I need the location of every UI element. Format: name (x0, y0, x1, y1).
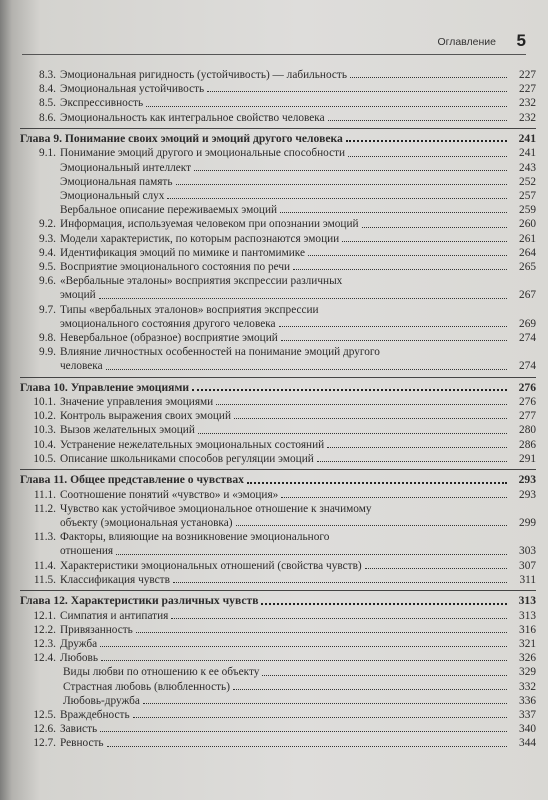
dot-leader (173, 582, 507, 583)
entry-number (20, 161, 60, 175)
dot-leader (365, 568, 507, 569)
toc-entry (20, 530, 536, 558)
page-ref: 313 (518, 594, 536, 607)
entry-title-line2: объекту (эмоциональная установка) (60, 516, 233, 529)
entry-body (60, 423, 536, 437)
toc-entry (20, 502, 536, 530)
entry-body (60, 665, 536, 679)
entry-title: Эмоциональный интеллект (60, 161, 192, 174)
entry-body (60, 274, 536, 302)
dot-leader (106, 369, 507, 370)
page-ref: 269 (519, 317, 536, 330)
page-ref: 241 (519, 147, 536, 160)
entry-number (20, 203, 60, 217)
entry-number: 11.3. (33, 531, 56, 544)
dot-leader (233, 689, 507, 690)
toc-entry (20, 423, 536, 437)
entry-body (60, 637, 536, 651)
dot-leader (350, 77, 507, 78)
toc-subentry (20, 665, 536, 679)
toc-entry (20, 217, 536, 231)
page-ref: 267 (519, 289, 536, 302)
page-ref: 274 (519, 331, 536, 344)
entry-body (60, 502, 536, 530)
dot-leader (136, 632, 507, 633)
dot-leader (100, 646, 507, 647)
dot-leader (99, 298, 507, 299)
entry-title: Вербальное описание переживаемых эмоций (60, 204, 278, 217)
entry-title: Любовь-дружба (63, 694, 140, 707)
entry-title-line1: «Вербальные эталоны» восприятия экспрессии различных (60, 275, 343, 288)
dot-leader (176, 184, 507, 185)
entry-number: 12.6. (33, 723, 56, 736)
page-ref: 243 (519, 161, 536, 174)
toc-entry (20, 111, 536, 125)
toc-entry (20, 623, 536, 637)
toc-entry (20, 246, 536, 260)
entry-title: Дружба (60, 637, 98, 650)
page-ref: 277 (519, 410, 536, 423)
entry-title: Виды любви по отношению к ее объекту (63, 666, 260, 679)
page-ref: 232 (519, 111, 536, 124)
entry-body (60, 331, 536, 345)
entry-number: 12.7. (33, 737, 56, 750)
page-ref: 276 (519, 396, 536, 409)
header-title: Оглавление (437, 36, 496, 48)
chapter-title: Глава 9. Понимание своих эмоций и эмоций другого человека (20, 131, 343, 145)
entry-title: Соотношение понятий «чувство» и «эмоция» (60, 488, 279, 501)
entry-body (60, 161, 536, 175)
page-ref: 329 (519, 666, 536, 679)
entry-body (60, 573, 536, 587)
page-ref: 227 (519, 83, 536, 96)
entry-number: 12.5. (33, 708, 56, 721)
page-ref: 280 (519, 424, 536, 437)
dot-leader (348, 156, 507, 157)
entry-body (60, 395, 536, 409)
page-ref: 340 (519, 723, 536, 736)
entry-number (20, 665, 60, 679)
entry-title: Эмоциональная память (60, 175, 173, 188)
entry-title: Экспрессивность (60, 97, 144, 110)
entry-body (60, 232, 536, 246)
entry-title: Эмоциональная ригидность (устойчивость) — лабильность (60, 69, 347, 81)
chapter-title: Глава 10. Управление эмоциями (20, 380, 190, 394)
dot-leader (100, 731, 507, 732)
toc-subentry (20, 203, 536, 217)
entry-body (60, 736, 536, 750)
entry-number: 8.4. (39, 83, 56, 96)
entry-body (60, 189, 536, 203)
entry-number: 12.3. (33, 637, 56, 650)
entry-title: Эмоциональная устойчивость (60, 83, 205, 96)
dot-leader (146, 106, 507, 107)
entry-number: 10.4. (33, 438, 56, 451)
toc-subentry (20, 189, 536, 203)
entry-number: 11.1. (33, 488, 56, 501)
entry-body (60, 203, 536, 217)
entry-title: Эмоциональность как интегральное свойство человека (60, 111, 325, 124)
entry-title-line2: эмоционального состояния другого человека (60, 317, 276, 330)
entry-number: 9.6. (39, 275, 56, 288)
entry-body (60, 488, 536, 502)
page-ref: 307 (519, 559, 536, 572)
dot-leader (342, 241, 507, 242)
dot-leader (167, 198, 507, 199)
chapter-title: Глава 11. Общее представление о чувствах (20, 473, 244, 487)
entry-number (20, 680, 60, 694)
entry-number: 9.3. (39, 232, 56, 245)
page-ref: 344 (519, 737, 536, 750)
entry-number (20, 694, 60, 708)
page-ref: 299 (519, 516, 536, 529)
entry-title: Понимание эмоций другого и эмоциональные способности (60, 147, 346, 160)
toc-entry (20, 232, 536, 246)
entry-number: 11.2. (33, 502, 56, 515)
toc-chapter (20, 469, 536, 488)
entry-number: 10.3. (33, 424, 56, 437)
entry-number: 12.1. (33, 609, 56, 622)
toc-entry (20, 573, 536, 587)
toc-subentry (20, 680, 536, 694)
page-ref: 313 (519, 609, 536, 622)
entry-line2 (60, 288, 536, 302)
entry-body (60, 708, 536, 722)
dot-leader (261, 603, 507, 605)
entry-body (60, 609, 536, 623)
entry-line2 (60, 359, 536, 373)
toc-entry (20, 452, 536, 466)
toc-entry (20, 303, 536, 331)
toc-entry (20, 260, 536, 274)
dot-leader (262, 675, 507, 676)
toc-entry (20, 722, 536, 736)
entry-number: 10.5. (33, 452, 56, 465)
entry-body (60, 623, 536, 637)
page-ref: 257 (519, 189, 536, 202)
entry-title: Устранение нежелательных эмоциональных состояний (60, 438, 325, 451)
toc-entry (20, 409, 536, 423)
dot-leader (281, 340, 507, 341)
entry-title-line1: Чувство как устойчивое эмоциональное отношение к значимому (60, 502, 372, 515)
entry-body (60, 146, 536, 160)
entry-title: Эмоциональный слух (60, 189, 165, 202)
chapter-title: Глава 12. Характеристики различных чувств (20, 594, 259, 607)
page-header (22, 32, 526, 55)
entry-title: Привязанность (60, 623, 133, 636)
entry-body (60, 175, 536, 189)
entry-body (60, 694, 536, 708)
entry-title: Страстная любовь (влюбленность) (63, 680, 230, 693)
entry-line2 (60, 544, 536, 558)
page-ref: 286 (519, 438, 536, 451)
entry-number: 9.5. (39, 260, 56, 273)
dot-leader (247, 482, 507, 484)
entry-title: Значение управления эмоциями (60, 396, 214, 409)
entry-number: 11.5. (33, 573, 56, 586)
toc-entry (20, 146, 536, 160)
toc-entry (20, 488, 536, 502)
dot-leader (133, 717, 507, 718)
entry-title-line1: Факторы, влияющие на возникновение эмоционального (60, 531, 330, 544)
page-ref: 316 (519, 623, 536, 636)
entry-title-line1: Типы «вербальных эталонов» восприятия экспрессии (60, 303, 319, 316)
toc-subentry (20, 161, 536, 175)
entry-title: Информация, используемая человеком при опознании эмоций (60, 218, 359, 231)
entry-title: Модели характеристик, по которым распознаются эмоции (60, 232, 340, 245)
entry-number: 9.8. (39, 331, 56, 344)
page-ref: 260 (519, 218, 536, 231)
dot-leader (171, 618, 507, 619)
entry-title-line2: человека (60, 360, 103, 373)
entry-title: Невербальное (образное) восприятие эмоций (60, 331, 278, 344)
entry-number: 12.2. (33, 623, 56, 636)
toc-chapter (20, 590, 536, 609)
entry-title-line2: эмоций (60, 289, 96, 302)
page-ref: 259 (519, 204, 536, 217)
entry-body (60, 438, 536, 452)
page-ref: 252 (519, 175, 536, 188)
entry-body (60, 246, 536, 260)
page-ref: 336 (519, 694, 536, 707)
toc-entry (20, 96, 536, 110)
entry-body (60, 303, 536, 331)
entry-title-line1: Влияние личностных особенностей на понимание эмоций другого (60, 346, 380, 359)
page-ref: 291 (519, 452, 536, 465)
dot-leader (362, 227, 507, 228)
entry-title: Зависть (60, 723, 98, 736)
entry-title: Ревность (60, 737, 104, 750)
entry-body (60, 530, 536, 558)
entry-body (60, 96, 536, 110)
entry-body (60, 559, 536, 573)
page-ref: 241 (518, 131, 536, 145)
entry-number: 12.4. (33, 652, 56, 665)
entry-body (60, 345, 536, 373)
dot-leader (281, 497, 507, 498)
page-ref: 276 (518, 380, 536, 394)
entry-body (60, 722, 536, 736)
toc-entry (20, 395, 536, 409)
dot-leader (207, 91, 507, 92)
toc-entry (20, 82, 536, 96)
entry-number: 9.7. (39, 303, 56, 316)
dot-leader (143, 703, 507, 704)
toc-entry (20, 345, 536, 373)
entry-number: 8.6. (39, 111, 56, 124)
dot-leader (327, 447, 507, 448)
toc-entry (20, 331, 536, 345)
toc-subentry (20, 175, 536, 189)
dot-leader (194, 170, 507, 171)
entry-body (60, 111, 536, 125)
page-ref: 332 (519, 680, 536, 693)
dot-leader (116, 554, 507, 555)
dot-leader (317, 461, 507, 462)
dot-leader (293, 269, 507, 270)
entry-body (60, 217, 536, 231)
page-ref: 261 (519, 232, 536, 245)
dot-leader (280, 212, 507, 213)
entry-number (20, 175, 60, 189)
entry-body (60, 82, 536, 96)
page-ref: 321 (519, 637, 536, 650)
page-ref: 337 (519, 708, 536, 721)
toc-entry (20, 651, 536, 665)
entry-number: 10.2. (33, 410, 56, 423)
page-ref: 227 (519, 69, 536, 81)
dot-leader (216, 404, 507, 405)
entry-body (60, 260, 536, 274)
entry-title: Идентификация эмоций по мимике и пантомимике (60, 246, 306, 259)
entry-title: Классификация чувств (60, 573, 170, 586)
toc-entry (20, 736, 536, 750)
dot-leader (328, 120, 507, 121)
page-ref: 311 (519, 573, 536, 586)
entry-number (20, 189, 60, 203)
dot-leader (308, 255, 507, 256)
table-of-contents (20, 68, 536, 751)
entry-number: 8.3. (39, 69, 56, 81)
toc-chapter (20, 128, 536, 147)
dot-leader (346, 140, 507, 142)
entry-body (60, 680, 536, 694)
entry-line2 (60, 516, 536, 530)
entry-number: 8.5. (39, 97, 56, 110)
dot-leader (279, 326, 507, 327)
entry-body (60, 651, 536, 665)
page-ref: 264 (519, 246, 536, 259)
page-ref: 265 (519, 260, 536, 273)
entry-number: 9.9. (39, 346, 56, 359)
entry-body (60, 68, 536, 82)
entry-body (60, 409, 536, 423)
entry-number: 9.1. (39, 147, 56, 160)
entry-title: Характеристики эмоциональных отношений (свойства чувств) (60, 559, 362, 572)
dot-leader (107, 746, 507, 747)
entry-title: Восприятие эмоционального состояния по речи (60, 260, 291, 273)
page-ref: 293 (519, 488, 536, 501)
entry-title: Контроль выражения своих эмоций (60, 410, 231, 423)
entry-number: 9.4. (39, 246, 56, 259)
toc-chapter (20, 377, 536, 396)
page-ref: 326 (519, 652, 536, 665)
entry-number: 9.2. (39, 218, 56, 231)
entry-title: Симпатия и антипатия (60, 609, 169, 622)
entry-number: 11.4. (33, 559, 56, 572)
dot-leader (192, 389, 507, 391)
page-ref: 232 (519, 97, 536, 110)
entry-title: Враждебность (60, 708, 130, 721)
toc-subentry (20, 694, 536, 708)
toc-entry (20, 637, 536, 651)
toc-entry (20, 438, 536, 452)
dot-leader (236, 525, 507, 526)
entry-number: 10.1. (33, 396, 56, 409)
entry-body (60, 452, 536, 466)
page-ref: 303 (519, 545, 536, 558)
dot-leader (101, 660, 507, 661)
entry-line2 (60, 317, 536, 331)
toc-entry (20, 708, 536, 722)
entry-title: Описание школьниками способов регуляции эмоций (60, 452, 314, 465)
toc-entry (20, 559, 536, 573)
dot-leader (234, 418, 507, 419)
toc-entry (20, 274, 536, 302)
toc-entry (20, 609, 536, 623)
toc-entry (20, 68, 536, 82)
dot-leader (198, 433, 507, 434)
entry-title: Вызов желательных эмоций (60, 424, 195, 437)
page-ref: 293 (518, 473, 536, 487)
entry-title-line2: отношения (60, 545, 114, 558)
page-ref: 274 (519, 360, 536, 373)
entry-title: Любовь (60, 652, 98, 665)
page-number: 5 (516, 31, 526, 50)
